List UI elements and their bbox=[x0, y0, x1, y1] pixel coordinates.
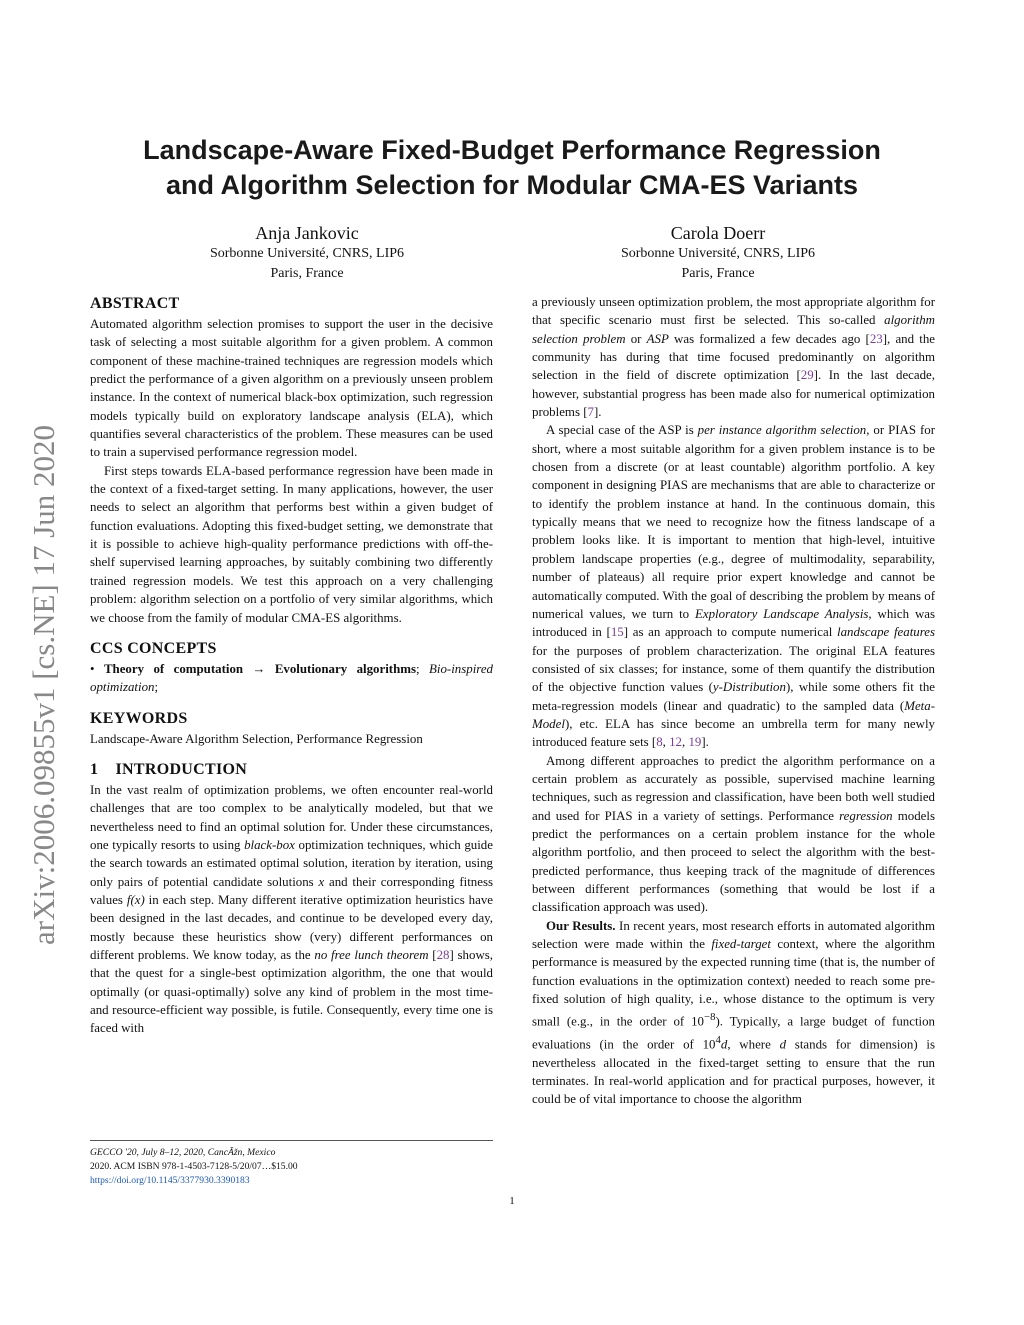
abstract-paragraph-2: First steps towards ELA-based performance regression have been made in the context of a fixed-target setting. In many applications, however, the user needs to select an algorithm that performs best within a given budget of function evaluations. Adopting this fixed-budget setting, we demonstrate that it is possible to achieve high-quality performance predictions with off-the-shelf supervised learning approaches, by suitably combining two differently trained regression models. We test this approach on a very challenging problem: algorithm selection on a portfolio of very similar algorithms, which we choose from the family of modular CMA-ES algorithms. bbox=[90, 463, 493, 625]
footnote-conference: GECCO '20, July 8–12, 2020, CancÃžn, Mexico bbox=[90, 1147, 276, 1158]
right-paragraph-1: a previously unseen optimization problem, the most appropriate algorithm for that specific scenario must first be selected. This so-called algorithm selection problem or ASP was formalized a few decades ago [23], and the community has during that time focused predominantly on algorithm selection in the field of discrete optimization [29]. In the last decade, however, substantial progress has been made also for numerical optimization problems [7]. bbox=[532, 295, 936, 420]
arxiv-identifier: arXiv:2006.09855v1 [cs.NE] 17 Jun 2020 bbox=[26, 424, 61, 945]
title-line-2: and Algorithm Selection for Modular CMA-ES Variants bbox=[165, 170, 859, 200]
keywords-heading: KEYWORDS bbox=[90, 709, 188, 727]
citation-link[interactable]: 7 bbox=[587, 405, 594, 420]
author-block-2 bbox=[568, 222, 868, 284]
ccs-heading: CCS CONCEPTS bbox=[90, 639, 217, 657]
citation-link[interactable]: 29 bbox=[800, 368, 814, 383]
right-paragraph-3: Among different approaches to predict the algorithm performance on a certain problem as accurately as possible, supervised machine learning techniques, such as regression and classification, have been both well studied and used for PIAS in a variety of settings. Performance regression models predict the performances on a certain problem instance for the whole algorithm portfolio, and then proceed to select the algorithm with the best-predicted performance, thus keeping track of the magnitude of differences between different performances (something that would be lost if a classification approach was used). bbox=[532, 753, 935, 915]
author-block-1 bbox=[157, 222, 457, 284]
citation-link[interactable]: 28 bbox=[436, 947, 450, 962]
title-line-1: Landscape-Aware Fixed-Budget Performance Regression bbox=[143, 135, 881, 165]
author-name: Anja Jankovic bbox=[255, 223, 359, 243]
introduction-paragraph: In the vast realm of optimization problems, we often encounter real-world challenges that are too complex to be analytically modeled, but that we nevertheless need to find an optimal solution for. Under these circumstances, one typically resorts to using black-box optimization techniques, which guide the search towards an estimated optimal solution, iteration by iteration, using only pairs of potential candidate solutions x and their corresponding fitness values f(x) in each step. Many different iterative optimization heuristics have been designed in the last decades, and continue to be developed every day, mostly because these heuristics show (very) different performances on different problems. We know today, as the no free lunch theorem [28] shows, that the quest for a single-best optimization algorithm, the one that would optimally (or quasi-optimally) solve any kind of problem in the most time- and resource-efficient way possible, is futile. Consequently, every time one is faced with bbox=[90, 782, 494, 1036]
abstract-paragraph-1: Automated algorithm selection promises to support the user in the decisive task of selecting a most suitable algorithm for a given problem. A common component of these machine-trained techniques are regression models which predict the performance of a given algorithm on a previously unseen problem instance. In the context of numerical black-box optimization, such regression models typically build on exploratory landscape analysis (ELA), which quantifies several characteristics of the problem. These measures can be used to train a supervised performance regression model. bbox=[90, 317, 493, 460]
author-name: Carola Doerr bbox=[670, 223, 766, 243]
doi-link[interactable]: https://doi.org/10.1145/3377930.3390183 bbox=[90, 1175, 250, 1186]
right-column bbox=[532, 293, 935, 1109]
author-affiliation: Sorbonne Université, CNRS, LIP6 bbox=[209, 246, 405, 261]
ccs-concepts: • Theory of computation → Evolutionary algorithms; Bio-inspired optimization; bbox=[90, 661, 493, 695]
author-affiliation: Sorbonne Université, CNRS, LIP6 bbox=[620, 246, 816, 261]
page-number: 1 bbox=[509, 1195, 515, 1207]
footnote-isbn: 2020. ACM ISBN 978-1-4503-7128-5/20/07…$15.00 bbox=[90, 1161, 298, 1172]
abstract-heading: ABSTRACT bbox=[90, 295, 180, 312]
paper-title bbox=[100, 133, 924, 203]
citation-link[interactable]: 15 bbox=[610, 625, 624, 640]
right-paragraph-4: Our Results. In recent years, most research efforts in automated algorithm selection were made within the fixed-target context, where the algorithm performance is measured by the expected running time (that is, the number of function evaluations in the optimization context) needed to reach some pre-fixed solution of high quality, i.e., whose distance to the optimum is very small (e.g., in the order of $10^{-8}$). Typically, a large budget of function evaluations (in the order of $10^4d$, where d stands for dimension) is nevertheless allocated in the fixed-target setting to ensure that the run terminates. In real-world application and for practical purposes, however, it could be of vital importance to choose the algorithm bbox=[532, 918, 935, 1107]
introduction-heading: 1 INTRODUCTION bbox=[90, 760, 248, 778]
citation-link[interactable]: 8 bbox=[656, 735, 663, 750]
citation-link[interactable]: 12 bbox=[669, 735, 682, 750]
left-column bbox=[90, 293, 493, 1038]
author-location: Paris, France bbox=[270, 266, 344, 281]
footnote-block bbox=[90, 1140, 493, 1188]
keywords-text: Landscape-Aware Algorithm Selection, Performance Regression bbox=[90, 731, 423, 746]
citation-link[interactable]: 19 bbox=[688, 735, 702, 750]
right-paragraph-2: A special case of the ASP is per instance algorithm selection, or PIAS for short, where a most suitable algorithm for a given problem instance is to be chosen from a discrete (or at least countable) algorithm portfolio. A key component in designing PIAS are mechanisms that are able to characterize or to identify the problem instance at hand. In the continuous domain, this typically means that we need to recognize how the fitness landscape of a problem looks like. It is important to mention that high-level, intuitive problem landscape properties (e.g., degree of multimodality, separability, number of plateaus) all require prior expert knowledge and cannot be automatically computed. With the goal of describing the problem by means of numerical values, we turn to Exploratory Landscape Analysis, which was introduced in [15] as an approach to compute numerical landscape features for the purposes of problem characterization. The original ELA features consisted of six classes; for instance, some of them quantify the distribution of the objective function values (y-Distribution), while some others fit the meta-regression models (linear and quadratic) to the sampled data (Meta-Model), etc. ELA has since become an umbrella term for many newly introduced feature sets [8, 12, 19]. bbox=[532, 423, 936, 750]
citation-link[interactable]: 23 bbox=[869, 331, 883, 346]
author-location: Paris, France bbox=[681, 266, 755, 281]
